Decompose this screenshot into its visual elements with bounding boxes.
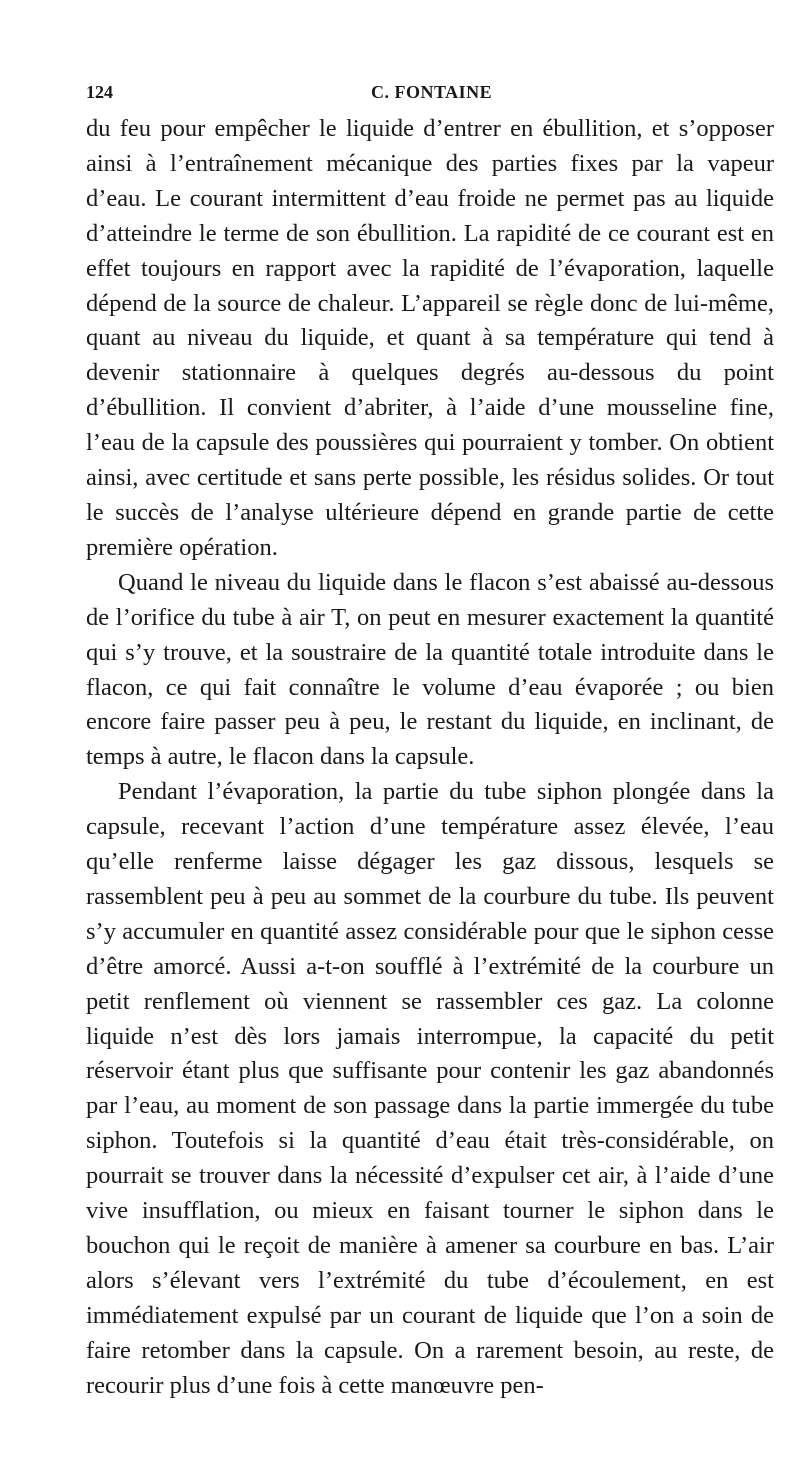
- paragraph-3: Pendant l’évaporation, la partie du tube siphon plongée dans la capsule, recevant l’action d’une température assez élevée, l’eau qu’elle renferme laisse dégager les gaz dissous, lesquels se rassemblent peu à peu au sommet de la courbure du tube. Ils peuvent s’y accumuler en quantité assez considérable pour que le siphon cesse d’être amorcé. Aussi a-t-on soufflé à l’extrémité de la courbure un petit renflement où viennent se rassembler ces gaz. La colonne liquide n’est dès lors jamais interrompue, la capacité du petit réservoir étant plus que suffisante pour contenir les gaz abandonnés par l’eau, au moment de son passage dans la partie immergée du tube siphon. Toutefois si la quantité d’eau était très-considérable, on pourrait se trouver dans la nécessité d’expulser cet air, à l’aide d’une vive insufflation, ou mieux en faisant tourner le siphon dans le bouchon qui le reçoit de manière à amener sa courbure en bas. L’air alors s’élevant vers l’extrémité du tube d’écoulement, en est immédiatement expulsé par un courant de liquide que l’on a soin de faire retomber dans la capsule. On a rarement besoin, au reste, de recourir plus d’une fois à cette manœuvre pen-: [86, 778, 774, 1399]
- running-title: C. FONTAINE: [371, 82, 493, 102]
- body-text: [86, 112, 774, 1404]
- paragraph-2: Quand le niveau du liquide dans le flacon s’est abaissé au-dessous de l’orifice du tube à air T, on peut en mesurer exactement la quantité qui s’y trouve, et la soustraire de la quantité totale introduite dans le flacon, ce qui fait connaître le volume d’eau évaporée ; ou bien encore faire passer peu à peu, le restant du liquide, en inclinant, de temps à autre, le flacon dans la capsule.: [86, 568, 774, 771]
- paragraph-1: du feu pour empêcher le liquide d’entrer en ébullition, et s’opposer ainsi à l’entraînement mécanique des parties fixes par la vapeur d’eau. Le courant intermittent d’eau froide ne permet pas au liquide d’atteindre le terme de son ébullition. La rapidité de ce courant est en effet toujours en rapport avec la rapidité de l’évaporation, laquelle dépend de la source de chaleur. L’appareil se règle donc de lui-même, quant au niveau du liquide, et quant à sa température qui tend à devenir stationnaire à quelques degrés au-dessous du point d’ébullition. Il convient d’abriter, à l’aide d’une mousseline fine, l’eau de la capsule des poussières qui pourraient y tomber. On obtient ainsi, avec certitude et sans perte possible, les résidus solides. Or tout le succès de l’analyse ultérieure dépend en grande partie de cette première opération.: [86, 115, 774, 561]
- page-number: 124: [86, 82, 113, 102]
- running-head: [86, 82, 776, 110]
